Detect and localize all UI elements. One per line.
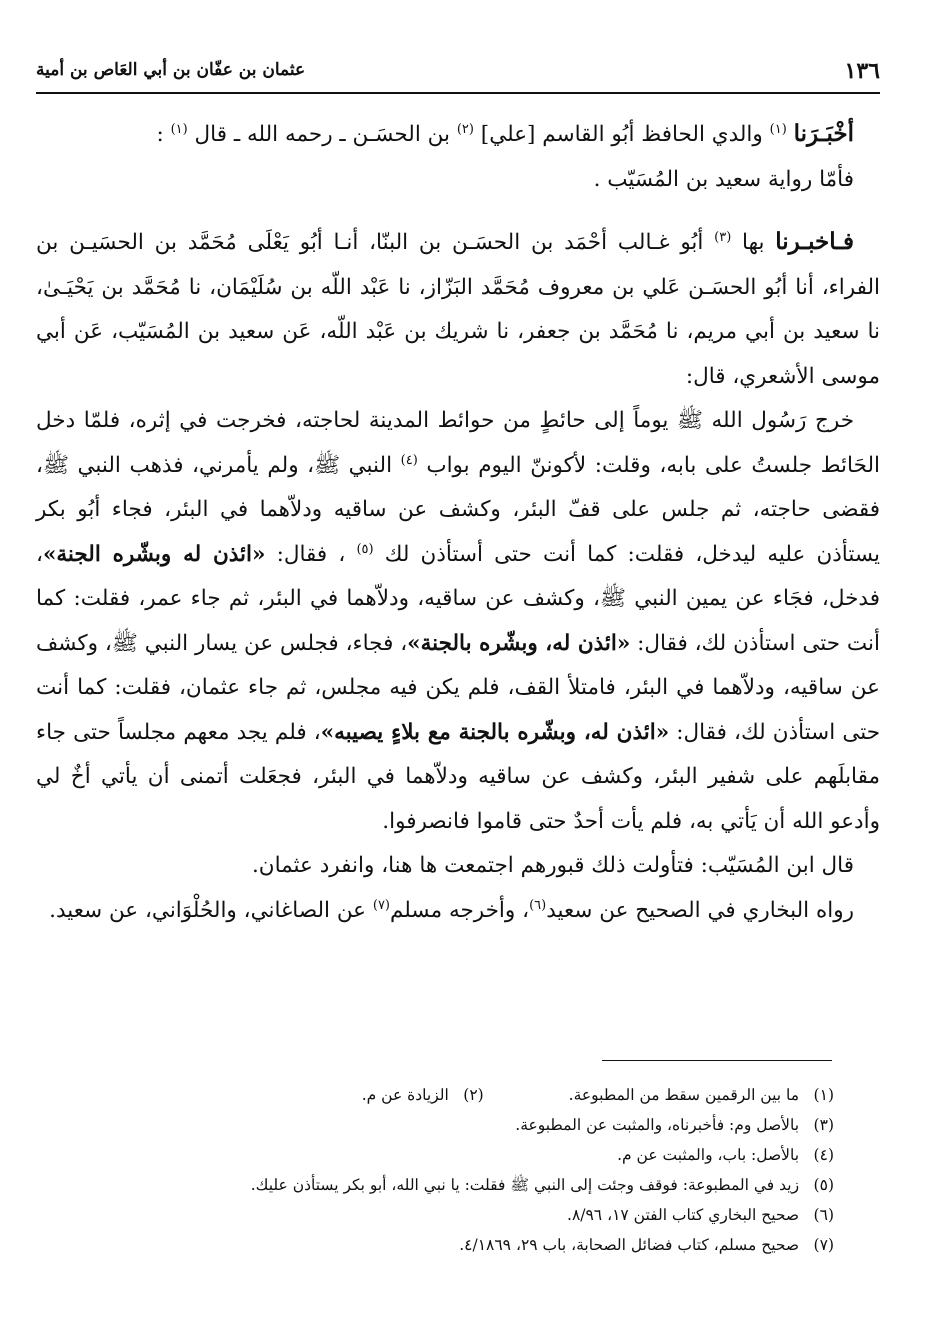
page-number: ١٣٦ <box>844 58 880 84</box>
paragraph-isnad-chain <box>36 220 880 399</box>
footnote-ref: (٧) <box>372 897 390 913</box>
footnote-text: زيد في المطبوعة: فوقف وجئت إلى النبي ﷺ فقلت: يا نبي الله، أبو بكر يستأذن عليك. <box>250 1176 800 1194</box>
footnote-item <box>60 1200 834 1230</box>
bold-quote: «ائذن له، وبشّره بالجنة مع بلاءٍ يصيبه» <box>320 719 670 745</box>
text-run: ، فقال: <box>265 541 357 567</box>
footnote-text: صحيح البخاري كتاب الفتن ١٧، ٨/٩٦. <box>567 1206 800 1224</box>
footnote-ref: (٢) <box>456 121 474 137</box>
text-run: رواه البخاري في الصحيح عن سعيد <box>546 897 854 923</box>
footnote-number: (٦) <box>813 1206 834 1224</box>
text-run: والدي الحافظ أبُو القاسم [علي] <box>473 122 770 147</box>
lead-word: أخْبَـرَنا <box>793 120 854 147</box>
text-run: أبُو غـالب أحْمَد بن الحسَـن بن البنّا، أنـا أبُو يَعْلَى مُحَمَّد بن الحسَيـن بن الفراء، أنا أبُو الحسَـن عَلي بن معروف مُحَمَّد البَزّاز، نا عَبْد اللّه بن سُلَيْمَان، نا مُحَمَّد بن يَحْيَـىٰ، نا سعيد بن أبي مريم، نا مُحَمَّد بن جعفر، نا شريك بن عَبْد اللّه، عَن سعيد بن المُسَيّب، عَن أبي موسى الأشعري، قال: <box>36 230 880 389</box>
footnote-text: صحيح مسلم، كتاب فضائل الصحابة، باب ٢٩، ٤/١٨٦٩. <box>459 1236 800 1254</box>
footnote-text: ما بين الرقمين سقط من المطبوعة. <box>568 1086 800 1104</box>
text-run: النبي ﷺ، ولم يأمرني، فذهب النبي ﷺ، فقضى حاجته، ثم جلس على قفّ البئر، وكشف عن ساقيه ودلاّهما في البئر، فجاء أبُو بكر يستأذن عليه ليدخل، فقلت: كما أنت حتى أستأذن لك <box>36 452 881 567</box>
footnote-ref: (٦) <box>529 897 547 913</box>
paragraph-opening-isnad <box>36 112 880 158</box>
footnote-item <box>60 1140 834 1170</box>
text-run: ، فلم يجد معهم مجلساً حتى جاء مقابلَهم على شفير البئر، وكشف عن ساقيه ودلاّهما في البئر، فجعَلت أتمنى أن يأتي أخٌ لي وأدعو الله أن يَأتي به، فلم يأت أحدٌ حتى قاموا فانصرفوا. <box>36 719 880 834</box>
footnote-item <box>60 1230 834 1260</box>
running-title: عثمان بن عفّان بن أبي العَاص بن أمية <box>36 60 306 80</box>
footnotes <box>60 1080 834 1260</box>
footnote-ref: (١) <box>769 121 787 137</box>
bold-quote: «ائذن له وبشّره الجنة» <box>42 541 266 567</box>
running-header <box>36 56 880 94</box>
text-run: بها <box>731 230 776 255</box>
footnote-ref: (٣) <box>714 229 732 245</box>
text-run: عن الصاغاني، والحُلْوَاني، عن سعيد. <box>49 897 373 923</box>
footnote-number: (٣) <box>813 1116 834 1134</box>
paragraph-hadith-text <box>36 399 880 844</box>
footnote-number: (١) <box>813 1086 834 1104</box>
footnote-item <box>60 1110 834 1140</box>
text-run: خرج رَسُول الله ﷺ يوماً إلى حائطٍ من حوائط المدينة لحاجته، فخرجت في إثره، فلمّا دخل الحَائط جلستُ على بابه، وقلت: لأكوننّ اليوم بواب <box>36 408 880 478</box>
text-run: : <box>156 122 171 147</box>
paragraph-section-intro: فأمّا رواية سعيد بن المُسَيّب . <box>593 166 854 192</box>
footnote-number: (٥) <box>813 1176 834 1194</box>
footnote-item <box>60 1080 834 1110</box>
footnote-ref: (١) <box>170 121 188 137</box>
text-run: ، وأخرجه مسلم <box>390 897 530 923</box>
text-run: ، فدخل، فجَاء عن يمين النبي ﷺ، وكشف عن ساقيه، ودلاّهما في البئر، ثم جاء عمر، فقلت: كما أنت حتى استأذن لك، فقال: <box>36 541 880 656</box>
footnote-item <box>60 1170 834 1200</box>
footnote-number: (٧) <box>813 1236 834 1254</box>
footnote-ref: (٤) <box>400 452 418 468</box>
footnote-text: بالأصل: باب، والمثبت عن م. <box>617 1146 800 1164</box>
footnote-pair <box>569 1080 834 1110</box>
footnote-number: (٢) <box>463 1086 484 1104</box>
footnote-text: الزيادة عن م. <box>361 1086 449 1104</box>
footnote-divider <box>602 1060 832 1061</box>
main-text <box>36 112 880 933</box>
footnote-number: (٤) <box>813 1146 834 1164</box>
text-run: بن الحسَـن ـ رحمه الله ـ قال <box>187 122 457 147</box>
bold-quote: «ائذن له، وبشّره بالجنة» <box>407 630 631 656</box>
paragraph-takhrij <box>36 889 880 934</box>
footnote-text: بالأصل وم: فأخبرناه، والمثبت عن المطبوعة. <box>515 1116 800 1134</box>
footnote-ref: (٥) <box>356 541 374 557</box>
lead-word: فـاخبـرنا <box>775 228 854 255</box>
text-run: ، فجاء، فجلس عن يسار النبي ﷺ، وكشف عن ساقيه، ودلاّهما في البئر، فامتلأ القف، فلم يكن فيه مجلس، ثم جاء عثمان، فقلت: كما أنت حتى استأذن لك، فقال: <box>36 630 881 745</box>
paragraph-ibn-musayyib: قال ابن المُسَيّب: فتأولت ذلك قبورهم اجتمعت ها هنا، وانفرد عثمان. <box>251 853 854 878</box>
